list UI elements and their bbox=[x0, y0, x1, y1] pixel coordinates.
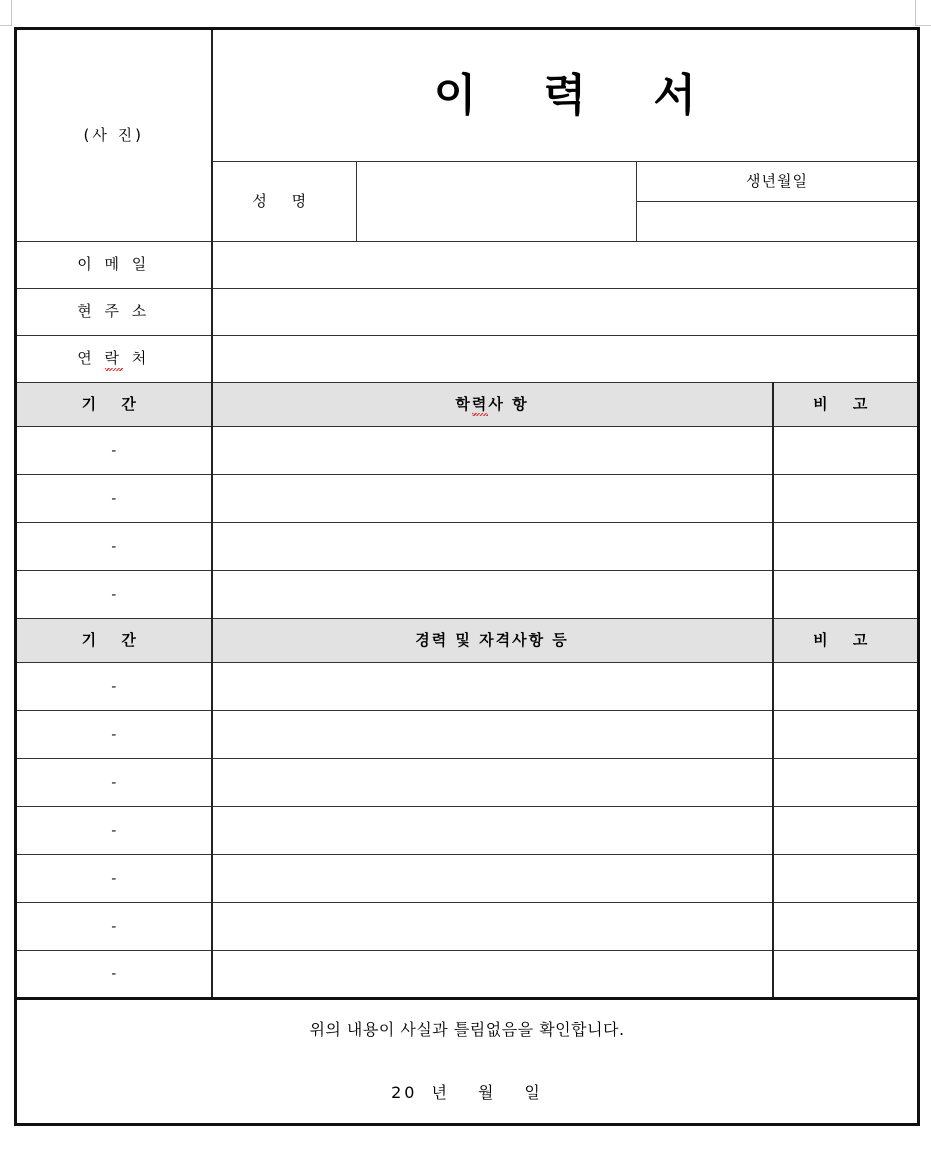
career-note-cell[interactable] bbox=[773, 759, 919, 807]
confirmation-statement: 위의 내용이 사실과 틀림없음을 확인합니다. bbox=[309, 1019, 625, 1039]
education-period-cell[interactable] bbox=[16, 475, 212, 523]
table-row bbox=[16, 571, 919, 619]
career-period-header bbox=[16, 619, 212, 663]
phone-label bbox=[16, 336, 212, 383]
education-content-header-text: 학력사 항 bbox=[455, 394, 529, 413]
career-note-cell[interactable] bbox=[773, 711, 919, 759]
career-period-cell[interactable] bbox=[16, 759, 212, 807]
career-period-cell[interactable] bbox=[16, 711, 212, 759]
table-row bbox=[16, 663, 919, 711]
period-dash: - bbox=[111, 774, 117, 791]
period-dash: - bbox=[111, 678, 117, 695]
dob-label-text: 생년월일 bbox=[746, 171, 808, 190]
education-note-header bbox=[773, 383, 919, 427]
spellcheck-underline-education: 력 bbox=[471, 394, 489, 413]
table-row bbox=[16, 475, 919, 523]
signature-date-line bbox=[17, 1083, 917, 1104]
address-label bbox=[16, 289, 212, 336]
career-note-header bbox=[773, 619, 919, 663]
page-margin-guide-right bbox=[915, 0, 916, 26]
education-content-cell[interactable] bbox=[212, 475, 773, 523]
table-row bbox=[16, 807, 919, 855]
name-label-text: 성 명 bbox=[252, 191, 317, 210]
education-content-header bbox=[212, 383, 773, 427]
career-content-cell[interactable] bbox=[212, 807, 773, 855]
table-row bbox=[16, 855, 919, 903]
photo-placeholder-label: (사 진) bbox=[83, 125, 144, 144]
phone-row bbox=[16, 336, 919, 383]
career-content-cell[interactable] bbox=[212, 759, 773, 807]
career-period-cell[interactable] bbox=[16, 855, 212, 903]
period-dash: - bbox=[111, 490, 117, 507]
period-dash: - bbox=[111, 586, 117, 603]
career-content-cell[interactable] bbox=[212, 951, 773, 999]
education-period-cell[interactable] bbox=[16, 523, 212, 571]
career-header-row bbox=[16, 619, 919, 663]
table-row bbox=[16, 711, 919, 759]
education-content-cell[interactable] bbox=[212, 523, 773, 571]
phone-input-cell[interactable] bbox=[212, 336, 919, 383]
education-header-row bbox=[16, 383, 919, 427]
career-content-cell[interactable] bbox=[212, 663, 773, 711]
education-period-header bbox=[16, 383, 212, 427]
career-note-cell[interactable] bbox=[773, 855, 919, 903]
phone-label-text: 연 락 처 bbox=[77, 349, 151, 368]
career-content-header-text: 경력 및 자격사항 등 bbox=[415, 630, 569, 649]
education-note-cell[interactable] bbox=[773, 427, 919, 475]
page-margin-guide-top-right bbox=[915, 25, 931, 26]
date-day-label: 일 bbox=[524, 1082, 543, 1102]
education-content-cell[interactable] bbox=[212, 571, 773, 619]
career-period-cell[interactable] bbox=[16, 903, 212, 951]
resume-form bbox=[14, 27, 917, 1126]
address-label-text: 현 주 소 bbox=[77, 302, 151, 321]
education-period-cell[interactable] bbox=[16, 571, 212, 619]
table-row bbox=[16, 427, 919, 475]
period-dash: - bbox=[111, 726, 117, 743]
email-input-cell[interactable] bbox=[212, 242, 919, 289]
table-row bbox=[16, 523, 919, 571]
education-content-cell[interactable] bbox=[212, 427, 773, 475]
confirmation-cell bbox=[16, 999, 919, 1125]
name-input-cell[interactable] bbox=[357, 162, 637, 242]
career-note-header-text: 비 고 bbox=[813, 630, 878, 649]
career-content-cell[interactable] bbox=[212, 711, 773, 759]
footer-row bbox=[16, 999, 919, 1125]
dob-input-cell[interactable] bbox=[637, 202, 919, 242]
photo-placeholder-cell[interactable] bbox=[16, 29, 212, 242]
dob-label bbox=[637, 162, 919, 202]
email-label-text: 이 메 일 bbox=[77, 255, 151, 274]
address-input-cell[interactable] bbox=[212, 289, 919, 336]
name-label bbox=[212, 162, 357, 242]
date-year-label: 년 bbox=[431, 1082, 450, 1102]
career-note-cell[interactable] bbox=[773, 663, 919, 711]
address-row bbox=[16, 289, 919, 336]
career-content-header bbox=[212, 619, 773, 663]
period-dash: - bbox=[111, 966, 117, 983]
education-note-cell[interactable] bbox=[773, 523, 919, 571]
period-dash: - bbox=[111, 442, 117, 459]
career-note-cell[interactable] bbox=[773, 903, 919, 951]
period-dash: - bbox=[111, 918, 117, 935]
date-month-label: 월 bbox=[477, 1082, 497, 1102]
resume-table bbox=[14, 27, 920, 1126]
email-label bbox=[16, 242, 212, 289]
date-year-prefix: 20 bbox=[391, 1082, 418, 1102]
career-note-cell[interactable] bbox=[773, 807, 919, 855]
career-period-cell[interactable] bbox=[16, 663, 212, 711]
document-title-cell bbox=[212, 29, 919, 162]
career-period-header-text: 기 간 bbox=[81, 630, 146, 649]
education-note-cell[interactable] bbox=[773, 571, 919, 619]
education-note-header-text: 비 고 bbox=[813, 394, 878, 413]
career-note-cell[interactable] bbox=[773, 951, 919, 999]
page-margin-guide-top-left bbox=[0, 25, 12, 26]
email-row bbox=[16, 242, 919, 289]
spellcheck-underline-phone: 락 bbox=[104, 349, 123, 368]
period-dash: - bbox=[111, 538, 117, 555]
period-dash: - bbox=[111, 870, 117, 887]
education-period-cell[interactable] bbox=[16, 427, 212, 475]
period-dash: - bbox=[111, 822, 117, 839]
table-row bbox=[16, 903, 919, 951]
education-period-header-text: 기 간 bbox=[81, 394, 146, 413]
page-title: 이 력 서 bbox=[433, 69, 722, 121]
table-row bbox=[16, 951, 919, 999]
page-margin-guide-left bbox=[11, 0, 12, 26]
education-note-cell[interactable] bbox=[773, 475, 919, 523]
career-content-cell[interactable] bbox=[212, 903, 773, 951]
title-row bbox=[16, 29, 919, 162]
table-row bbox=[16, 759, 919, 807]
career-content-cell[interactable] bbox=[212, 855, 773, 903]
career-period-cell[interactable] bbox=[16, 951, 212, 999]
career-period-cell[interactable] bbox=[16, 807, 212, 855]
